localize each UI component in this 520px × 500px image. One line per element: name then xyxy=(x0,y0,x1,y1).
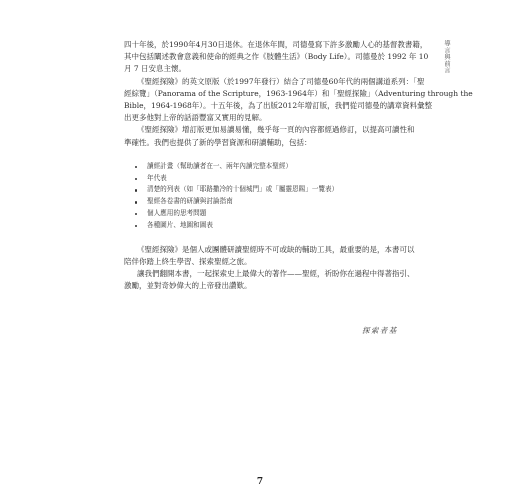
list-item xyxy=(124,208,424,220)
paragraph-2 xyxy=(124,76,473,125)
running-header: 導言與前言 xyxy=(443,40,450,74)
list-item xyxy=(124,161,424,173)
text-line: 《聖經探險》增訂版更加易讀易懂，幾乎每一頁的內容都經過修訂，以提高可讀性和 xyxy=(137,125,415,135)
list-item-text: 清楚的列表（如「耶路撒冷的十個城門」或「屬靈恩賜」一覽表） xyxy=(147,185,339,194)
list-item-text: 年代表 xyxy=(147,173,167,182)
bullet-icon xyxy=(135,201,137,203)
list-item xyxy=(124,220,424,232)
paragraph-5 xyxy=(124,268,424,292)
list-item-text: 聖經各卷書的研讀與討論指南 xyxy=(147,197,233,206)
paragraph-3 xyxy=(124,124,424,148)
features-list xyxy=(124,161,424,232)
bullet-icon xyxy=(135,189,137,191)
bullet-icon xyxy=(135,213,137,215)
list-item xyxy=(124,184,424,196)
bullet-icon xyxy=(135,178,137,180)
text-line: 《聖經探險》是個人或團體研讀聖經時不可或缺的輔助工具，最重要的是，本書可以 xyxy=(137,244,415,254)
text-line: 出更多他對上帝的話語豐富又實用的見解。 xyxy=(124,113,267,123)
text-line: 四十年後，於1990年4月30日退休。在退休年間，司德曼寫下許多激勵人心的基督教書籍， xyxy=(124,40,428,49)
text-line: 讓我們翻開本書，一起探索史上最偉大的著作——聖經，祈盼你在過程中得著指引、 xyxy=(137,269,415,279)
text-line: 準確性。我們也提供了新的學習資源和研讀輔助，包括： xyxy=(124,137,312,147)
text-line: 其中包括闡述教會意義和使命的經典之作《肢體生活》（Body Life）。司德曼於 1992 年 10 xyxy=(124,52,429,62)
text-line: 月 7 日安息主懷。 xyxy=(124,64,187,74)
page-number: 7 xyxy=(256,477,264,487)
list-item-text: 個人應用的思考問題 xyxy=(147,209,207,218)
paragraph-1 xyxy=(124,39,429,76)
paragraph-4 xyxy=(124,244,424,268)
text-line: 激勵，並對奇妙偉大的上帝發出讚歎。 xyxy=(124,281,252,291)
bullet-icon xyxy=(135,166,137,168)
list-item-text: 各種圖片、地圖和圖表 xyxy=(147,220,213,229)
list-item xyxy=(124,173,424,185)
text-line: 經綜覽」（Panorama of the Scripture，1963-1964年）和「聖經探險」（Adventuring through the xyxy=(124,88,473,98)
text-line: 《聖經探險》的英文原版（於1997年發行）結合了司德曼60年代的兩個講道系列：「聖 xyxy=(137,76,425,86)
signature: 探索者基 xyxy=(362,326,398,335)
bullet-icon xyxy=(135,225,137,227)
text-line: Bible，1964-1968年）。十五年後，為了出版2012年增訂版，我們從司德曼的講章資料彙整 xyxy=(124,101,433,111)
list-item xyxy=(124,196,424,208)
text-line: 陪伴你踏上終生學習、探索聖經之旅。 xyxy=(124,256,252,266)
list-item-text: 讀經計畫（幫助讀者在一、兩年內讀完整本聖經） xyxy=(147,161,293,170)
